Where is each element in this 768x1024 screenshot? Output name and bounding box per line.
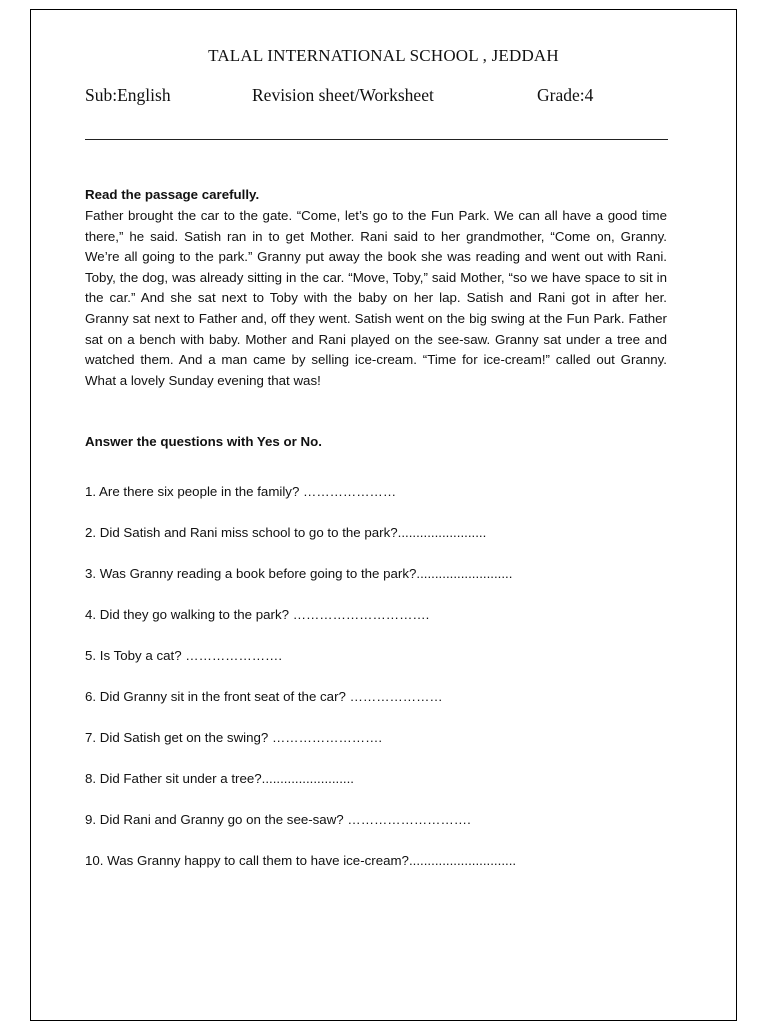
sheet-type-label: Revision sheet/Worksheet [252, 85, 434, 105]
subject-label: Sub:English [85, 85, 171, 105]
question-2: 2. Did Satish and Rani miss school to go to the park?........................ [85, 525, 487, 540]
school-name: TALAL INTERNATIONAL SCHOOL , JEDDAH [208, 46, 559, 65]
page-border [30, 9, 737, 1021]
grade-label: Grade:4 [537, 85, 594, 105]
questions-heading: Answer the questions with Yes or No. [85, 434, 322, 449]
passage-text: Father brought the car to the gate. “Come, let’s go to the Fun Park. We can all have a good time there,” he said. Satish ran in to get Mother. Rani said to her grandmother, “Come on, Granny. We’re all going to the park.” Granny put away the book she was reading and went out with Rani. Toby, the dog, was already sitting in the car. “Move, Toby,” said Mother, “so we have space to sit in the car.” And she sat next to Toby with the baby on her lap. Satish and Rani got in after her. Granny sat next to Father and, off they went. Satish went on the big swing at the Fun Park. Father sat on a bench with baby. Mother and Rani played on the see-saw. Granny sat under a tree and watched them. And a man came by selling ice-cream. “Time for ice-cream!” called out Granny. What a lovely Sunday evening that was! [85, 208, 667, 388]
question-10: 10. Was Granny happy to call them to have ice-cream?............................. [85, 853, 517, 868]
header-divider [85, 139, 668, 140]
question-4: 4. Did they go walking to the park? …………………………. [85, 607, 430, 622]
question-1: 1. Are there six people in the family? ………………… [85, 484, 397, 499]
question-8: 8. Did Father sit under a tree?......................... [85, 771, 355, 786]
question-9: 9. Did Rani and Granny go on the see-saw? ………………………. [85, 812, 471, 827]
question-3: 3. Was Granny reading a book before going to the park?.......................... [85, 566, 513, 581]
question-5: 5. Is Toby a cat? …………………. [85, 648, 283, 663]
question-6: 6. Did Granny sit in the front seat of the car? ………………… [85, 689, 443, 704]
passage-heading: Read the passage carefully. [85, 187, 260, 202]
question-7: 7. Did Satish get on the swing? ……………………. [85, 730, 383, 745]
